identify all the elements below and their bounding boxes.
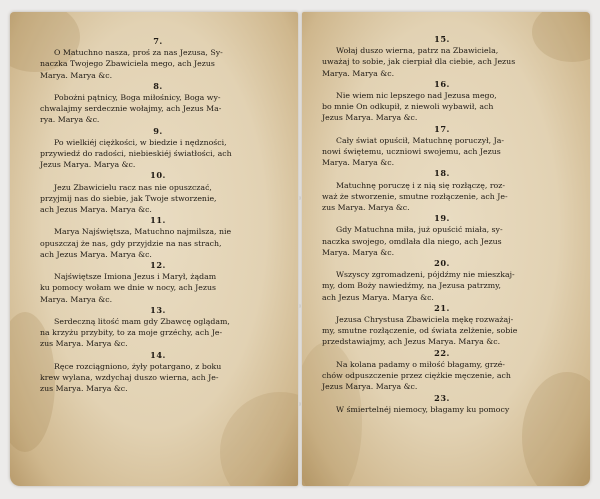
verse-text — [322, 224, 562, 258]
stain — [220, 392, 298, 486]
verse-number: 8. — [153, 80, 163, 91]
verse-line: bo mnie On odkupił, z niewoli wybawił, ach — [322, 102, 494, 112]
verse-number: 19. — [434, 213, 450, 224]
verse-text — [40, 226, 276, 260]
verse-line: Gdy Matuchna miła, już opuścić miała, sy- — [336, 225, 503, 235]
verse-line: przedstawiajmy, ach Jezus Marya. Marya &c. — [322, 337, 501, 347]
verse-text — [322, 90, 562, 124]
verse-line: Matuchnę poruczę i z nią się rozłączę, roz- — [336, 180, 505, 190]
verse-line: Nie wiem nic lepszego nad Jezusa mego, — [336, 91, 497, 101]
verse-line: Ręce rozciągniono, żyły potargano, z boku — [54, 361, 222, 371]
verse-text — [322, 45, 562, 79]
verse-text — [40, 316, 276, 350]
verse-line: Cały świat opuścił, Matuchnę poruczył, Ja- — [336, 135, 505, 145]
verse-line: Na kolana padamy o miłość błagamy, grzé- — [336, 359, 505, 369]
verse-line: Jezusa Chrystusa Zbawiciela mękę rozważaj- — [336, 315, 514, 325]
verse-line: naczka swojego, omdlała dla niego, ach Jezus — [322, 236, 502, 246]
verse-number: 18. — [434, 168, 450, 179]
verse-line: Jezus Marya. Marya &c. — [322, 382, 418, 392]
verse-line: zus Marya. Marya &c. — [40, 339, 128, 349]
verse-number: 10. — [150, 170, 166, 181]
verse-number: 14. — [150, 349, 166, 360]
verse-line: Serdeczną litość mam gdy Zbawcę oglądam, — [54, 317, 230, 327]
verse-text — [40, 361, 276, 395]
verse-line: Marya. Marya &c. — [322, 158, 395, 168]
verse-line: Najświętsze Imiona Jezus i Marył, żądam — [54, 272, 217, 282]
verse-text — [40, 92, 276, 126]
verse-text — [322, 404, 562, 415]
verse-line: krew wylana, wzdychaj duszo wierna, ach Je- — [40, 373, 219, 383]
verse-number: 23. — [434, 392, 450, 403]
verse-line: Jezus Marya. Marya &c. — [322, 113, 418, 123]
verse-line: W śmiertelnéj niemocy, błagamy ku pomocy — [336, 404, 510, 414]
verse-text — [322, 269, 562, 303]
verse-number: 11. — [150, 215, 166, 226]
verse-line: Pobożni pątnicy, Boga miłośnicy, Boga wy- — [54, 93, 221, 103]
binding-hole — [298, 196, 301, 200]
verse-line: rya. Marya &c. — [40, 115, 100, 125]
right-page — [302, 12, 590, 486]
verse-number: 16. — [434, 78, 450, 89]
verse-line: waż że stworzenie, smutne rozłączenie, ach Je- — [322, 191, 508, 201]
verse-text — [40, 137, 276, 171]
right-column — [322, 34, 562, 415]
verse-number: 7. — [153, 36, 163, 46]
verse-line: Marya. Marya &c. — [322, 247, 395, 257]
verse-line: ach Jezus Marya. Marya &c. — [40, 205, 152, 215]
verse-line: chów odpuszczenie przez ciężkie męczenie, ach — [322, 371, 511, 381]
verse-text — [40, 182, 276, 216]
verse-line: Wołaj duszo wierna, patrz na Zbawiciela, — [336, 46, 499, 56]
verse-number: 20. — [434, 258, 450, 269]
verse-line: Jezus Marya. Marya &c. — [40, 160, 136, 170]
left-page — [10, 12, 298, 486]
verse-line: nowi świętemu, uczniowi swojemu, ach Jezus — [322, 147, 501, 157]
verse-line: ku pomocy wołam we dnie w nocy, ach Jezus — [40, 283, 216, 293]
left-column — [40, 36, 276, 395]
verse-line: O Matuchno nasza, proś za nas Jezusa, Sy- — [54, 48, 223, 58]
verse-line: zus Marya. Marya &c. — [40, 384, 128, 394]
verse-line: Marya. Marya &c. — [40, 70, 113, 80]
verse-line: Po wielkiéj ciężkości, w biedzie i nędzności, — [54, 137, 227, 147]
verse-number: 22. — [434, 347, 450, 358]
verse-line: uważaj to sobie, jak cierpiał dla ciebie, ach Jezus — [322, 57, 516, 67]
verse-line: na krzyżu przybity, to za moje grzéchy, ach Je- — [40, 328, 223, 338]
verse-line: chwalajmy serdecznie wołajmy, ach Jezus Ma- — [40, 104, 222, 114]
verse-text — [322, 180, 562, 214]
verse-line: przyjmij nas do siebie, jak Twoje stworzenie, — [40, 193, 217, 203]
binding-hole — [298, 402, 301, 406]
verse-line: Marya Najświętsza, Matuchno najmilsza, nie — [54, 227, 232, 237]
verse-number: 17. — [434, 123, 450, 134]
verse-text — [322, 359, 562, 393]
verse-line: zus Marya. Marya &c. — [322, 203, 410, 213]
verse-number: 12. — [150, 260, 166, 271]
verse-line: Jezu Zbawicielu racz nas nie opuszczać, — [54, 182, 212, 192]
verse-line: Marya. Marya &c. — [322, 68, 395, 78]
verse-line: Wszyscy zgromadzeni, pójdźmy nie mieszkaj- — [336, 270, 515, 280]
verse-line: opuszczaj że nas, gdy przyjdzie na nas strach, — [40, 238, 222, 248]
binding-hole — [298, 304, 301, 308]
verse-line: ach Jezus Marya. Marya &c. — [322, 292, 434, 302]
verse-text — [322, 135, 562, 169]
verse-text — [322, 314, 562, 348]
verse-text — [40, 271, 276, 305]
verse-number: 13. — [150, 304, 166, 315]
verse-number: 9. — [153, 125, 163, 136]
verse-number: 15. — [434, 34, 450, 44]
verse-line: my, dom Boży nawiedźmy, na Jezusa patrzmy, — [322, 281, 501, 291]
verse-number: 21. — [434, 302, 450, 313]
verse-line: ach Jezus Marya. Marya &c. — [40, 249, 152, 259]
verse-line: przywiedź do radości, niebieskiéj światłości, ach — [40, 149, 232, 159]
verse-line: Marya. Marya &c. — [40, 294, 113, 304]
verse-text — [40, 47, 276, 81]
verse-line: naczka Twojego Zbawiciela mego, ach Jezus — [40, 59, 215, 69]
verse-line: my, smutne rozłączenie, od świata zelżenie, sobie — [322, 326, 518, 336]
